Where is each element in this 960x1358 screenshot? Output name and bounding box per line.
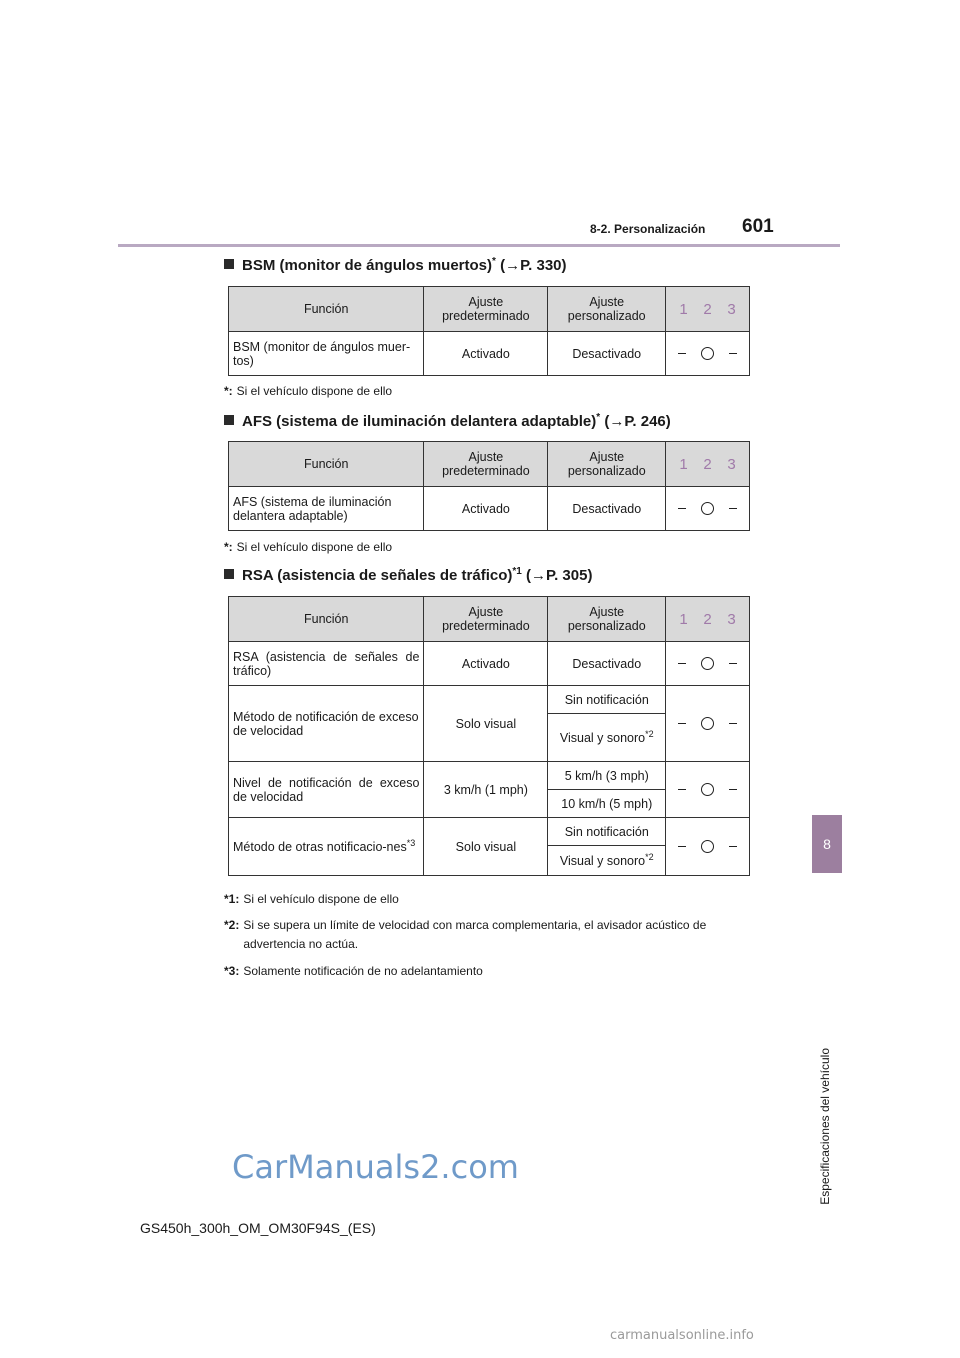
col-header-default: Ajuste predeterminado [424,442,548,487]
table-cell-default: 3 km/h (1 mph) [424,762,548,818]
afs-page-link[interactable]: (→P. 246) [604,413,671,430]
page-number: 601 [742,216,774,237]
circle-icon [701,783,714,796]
table-cell-default: Solo visual [424,686,548,762]
bsm-title: BSM (monitor de ángulos muertos)* (→P. 330) [224,256,567,274]
bsm-footnote: *: Si el vehículo dispone de ello [224,384,393,398]
col-header-custom: Ajuste personalizado [548,442,666,487]
table-cell-function: BSM (monitor de ángulos muer-tos) [229,332,424,376]
col-header-funcion: Función [229,442,424,487]
table-cell-custom: 10 km/h (5 mph) [548,790,666,818]
dash-icon [729,353,737,355]
bsm-table [228,286,750,376]
rsa-footnote-2: *2: Si se supera un límite de velocidad con marca complementaria, el avisador acústico de advertencia no actúa. [224,918,707,951]
table-cell-custom: Sin notificación [548,818,666,846]
circle-icon [701,717,714,730]
table-cell-custom: Desactivado [548,487,666,531]
watermark-logo: CarManuals2.com [232,1148,519,1186]
dash-icon [729,789,737,791]
method-marks [666,642,750,686]
bsm-page-link[interactable]: (→P. 330) [500,257,567,274]
table-cell-function: AFS (sistema de iluminación delantera adaptable) [229,487,424,531]
method-marks [666,686,750,762]
afs-title: AFS (sistema de iluminación delantera adaptable)* (→P. 246) [224,412,671,430]
table-cell-custom: Sin notificación [548,686,666,714]
watermark-url: carmanualsonline.info [610,1328,754,1343]
circle-icon [701,347,714,360]
col-header-default: Ajuste predeterminado [424,597,548,642]
circle-icon [701,502,714,515]
method-marks [666,332,750,376]
dash-icon [729,846,737,848]
table-cell-custom: Desactivado [548,332,666,376]
table-cell-custom: Visual y sonoro$^{*2}$ [548,714,666,762]
bullet-square-icon [224,259,234,269]
afs-table [228,441,750,531]
table-cell-custom: Visual y sonoro$^{*2}$ [548,846,666,876]
rsa-title: RSA (asistencia de señales de tráfico)$^{*1}$ (→P. 305) [224,566,592,584]
table-cell-default: Activado [424,487,548,531]
table-cell-default: Activado [424,642,548,686]
rsa-page-link[interactable]: (→P. 305) [526,567,593,584]
dash-icon [678,353,686,355]
table-cell-function: RSA (asistencia de señales de tráfico) [229,642,424,686]
col-header-methods: 1 2 3 [666,287,750,332]
rsa-footnote-3: *3: Solamente notificación de no adelantamiento [224,964,483,978]
col-header-funcion: Función [229,597,424,642]
circle-icon [701,840,714,853]
table-cell-custom: 5 km/h (3 mph) [548,762,666,790]
method-marks [666,487,750,531]
table-cell-default: Solo visual [424,818,548,876]
dash-icon [729,723,737,725]
dash-icon [729,663,737,665]
col-header-methods: 1 2 3 [666,597,750,642]
col-header-custom: Ajuste personalizado [548,597,666,642]
section-heading: 8-2. Personalización [590,222,706,236]
table-cell-custom: Desactivado [548,642,666,686]
dash-icon [678,508,686,510]
method-marks [666,762,750,818]
bullet-square-icon [224,415,234,425]
dash-icon [729,508,737,510]
chapter-title-vertical: Especificaciones del vehículo [818,1048,832,1205]
dash-icon [678,663,686,665]
method-marks [666,818,750,876]
dash-icon [678,723,686,725]
table-cell-default: Activado [424,332,548,376]
bullet-square-icon [224,569,234,579]
document-code: GS450h_300h_OM_OM30F94S_(ES) [140,1220,376,1236]
rsa-table [228,596,750,876]
col-header-custom: Ajuste personalizado [548,287,666,332]
col-header-default: Ajuste predeterminado [424,287,548,332]
col-header-methods: 1 2 3 [666,442,750,487]
header-rule [118,244,840,247]
circle-icon [701,657,714,670]
afs-footnote: *: Si el vehículo dispone de ello [224,540,393,554]
chapter-tab[interactable]: 8 [812,815,842,873]
rsa-footnote-1: *1: Si el vehículo dispone de ello [224,892,399,906]
dash-icon [678,846,686,848]
table-cell-function: Nivel de notificación de exceso de velocidad [229,762,424,818]
dash-icon [678,789,686,791]
col-header-funcion: Función [229,287,424,332]
table-cell-function: Método de otras notificacio-nes$^{*3}$ [229,818,424,876]
table-cell-function: Método de notificación de exceso de velocidad [229,686,424,762]
